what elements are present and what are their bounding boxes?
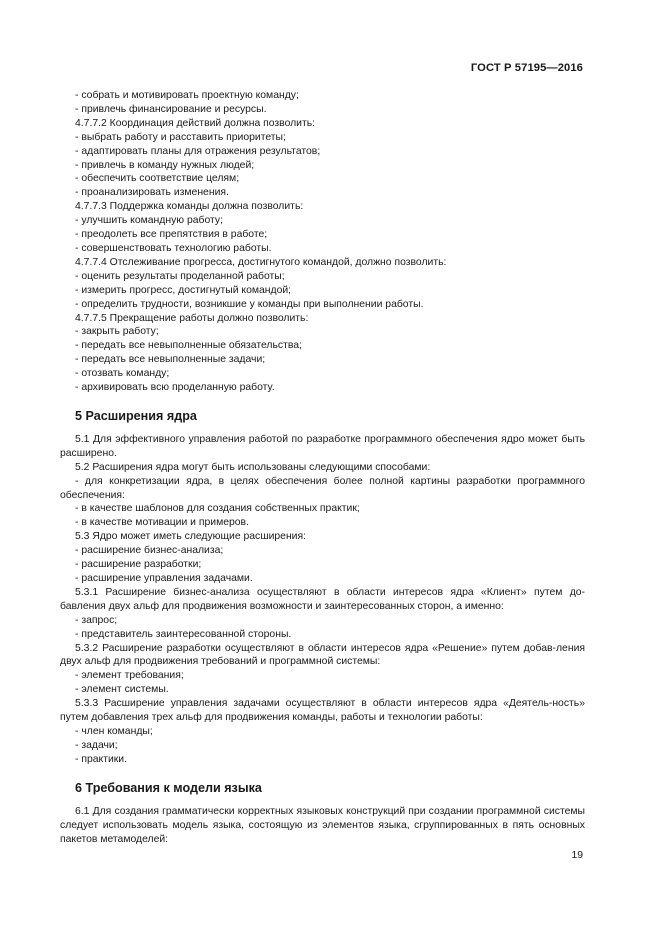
list-item: - привлечь финансирование и ресурсы. [75, 103, 267, 115]
list-item: - задачи; [75, 739, 118, 751]
list-item: - собрать и мотивировать проектную команду; [75, 90, 299, 101]
list-item: - для конкретизации ядра, в целях обеспечения более полной картины разработки программного обеспечения: [60, 475, 585, 501]
list-item: - элемент системы. [75, 684, 169, 696]
section-5-body [60, 433, 585, 767]
clause-5-2: 5.2 Расширения ядра могут быть использованы следующими способами: [75, 461, 431, 473]
list-item: - совершенствовать технологию работы. [75, 242, 272, 254]
list-item: - расширение управления задачами. [75, 573, 253, 584]
clause-4-7-7-2: 4.7.7.2 Координация действий должна позволить: [75, 117, 316, 129]
list-item: - преодолеть все препятствия в работе; [75, 229, 268, 241]
standard-header: ГОСТ Р 57195—2016 [470, 62, 583, 74]
list-item: - в качестве мотивации и примеров. [75, 517, 249, 529]
list-item: - расширение разработки; [75, 559, 202, 571]
list-item: - передать все невыполненные обязательства; [75, 340, 302, 352]
list-item: - отозвать команду; [75, 368, 170, 380]
clause-5-3: 5.3 Ядро может иметь следующие расширения: [75, 531, 307, 543]
list-item: - проанализировать изменения. [75, 187, 229, 199]
list-item: - передать все невыполненные задачи; [75, 354, 266, 366]
list-item: - в качестве шаблонов для создания собственных практик; [75, 503, 360, 515]
list-item: - оценить результаты проделанной работы; [75, 270, 285, 282]
section-4-tail [60, 89, 585, 395]
section-6-heading: 6 Требования к модели языка [75, 780, 262, 795]
clause-5-3-3: 5.3.3 Расширение управления задачами осуществляют в области интересов ядра «Деятель-ность» путем добавления трех альф для продвижения команды, работы и технологии работы: [60, 698, 585, 724]
list-item: - элемент требования; [75, 670, 184, 682]
list-item: - адаптировать планы для отражения результатов; [75, 145, 321, 157]
list-item: - закрыть работу; [75, 326, 159, 338]
list-item: - практики. [75, 753, 127, 765]
clause-4-7-7-5: 4.7.7.5 Прекращение работы должно позволить: [75, 312, 309, 324]
list-item: - член команды; [75, 725, 153, 737]
list-item: - улучшить командную работу; [75, 215, 223, 227]
list-item: - измерить прогресс, достигнутый командой; [75, 284, 292, 296]
clause-6-1: 6.1 Для создания грамматически корректных языковых конструкций при создании программной системы следует использовать модель языка, состоящую из элементов языка, сгруппированных в пять основных пакетов метамоделей: [60, 805, 585, 845]
list-item: - обеспечить соответствие целям; [75, 173, 240, 185]
clause-5-3-1: 5.3.1 Расширение бизнес-анализа осуществляют в области интересов ядра «Клиент» путем до-бавления двух альф для продвижения возможности и заинтересованных сторон, а именно: [60, 586, 585, 612]
list-item: - представитель заинтересованной стороны. [75, 628, 292, 640]
list-item: - расширение бизнес-анализа; [75, 545, 224, 557]
list-item: - запрос; [75, 614, 118, 626]
clause-4-7-7-4: 4.7.7.4 Отслеживание прогресса, достигнутого командой, должно позволить: [75, 256, 447, 268]
clause-5-1: 5.1 Для эффективного управления работой по разработке программного обеспечения ядро может быть расширено. [60, 433, 585, 459]
list-item: - выбрать работу и расставить приоритеты; [75, 131, 286, 143]
section-5-heading: 5 Расширения ядра [75, 408, 197, 423]
clause-5-3-2: 5.3.2 Расширение разработки осуществляют в области интересов ядра «Решение» путем добав-ления двух альф для продвижения требований и программной системы: [60, 642, 585, 668]
clause-4-7-7-3: 4.7.7.3 Поддержка команды должна позволить: [75, 201, 304, 213]
list-item: - определить трудности, возникшие у команды при выполнении работы. [75, 298, 424, 310]
page-number: 19 [571, 850, 583, 861]
list-item: - архивировать всю проделанную работу. [75, 382, 275, 394]
list-item: - привлечь в команду нужных людей; [75, 159, 255, 171]
section-6-body [60, 805, 585, 847]
page-content [60, 89, 585, 846]
